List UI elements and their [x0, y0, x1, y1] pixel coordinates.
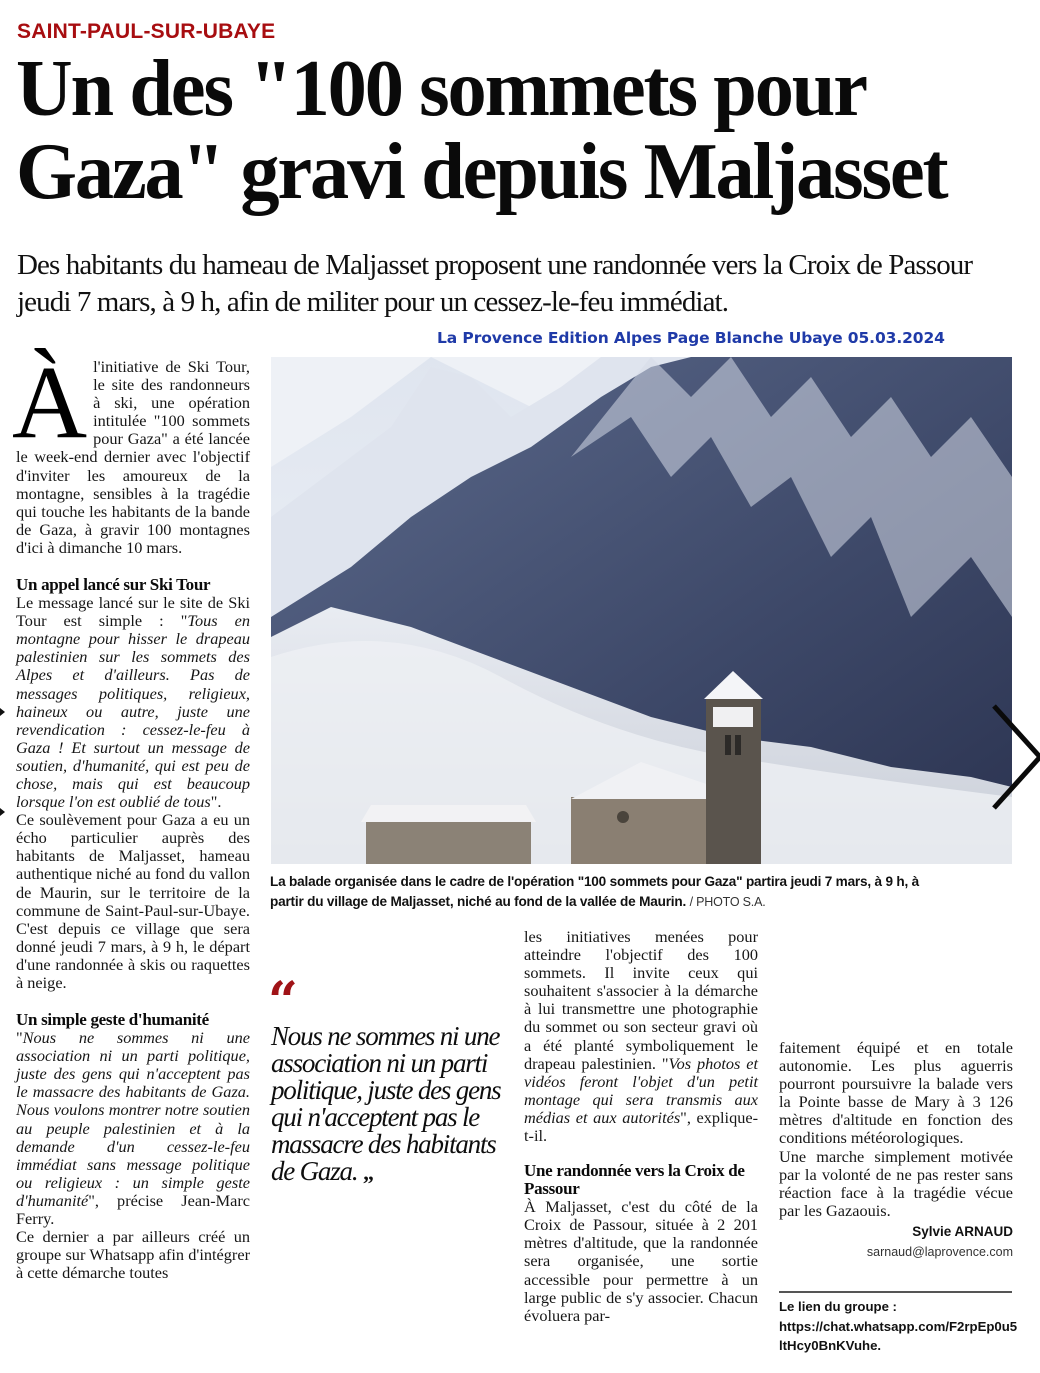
subhead-humanite: Un simple geste d'humanité: [16, 1010, 209, 1030]
small-triangle-marker-icon: [0, 808, 6, 816]
source-stamp: La Provence Edition Alpes Page Blanche Ubaye 05.03.2024: [437, 329, 945, 347]
paragraph: faitement équipé et en totale autonomie. Les plus aguerris pourront poursuivre la balade vers la Pointe basse de Mary à 3 126 mètres d'altitude en fonction des conditions météorologiques.: [779, 1038, 1013, 1148]
text-span: ", précise Jean-Marc Ferry.: [16, 1190, 250, 1229]
group-link-url[interactable]: https://chat.whatsapp.com/F2rpEp0u5ltHcy0BnKVuhe.: [779, 1318, 1018, 1353]
article-column-4: [779, 1039, 1013, 1261]
subhead-ski-tour: Un appel lancé sur Ski Tour: [16, 575, 211, 595]
chevron-right-icon: [992, 702, 1040, 812]
subhead-croix-passour: Une randonnée vers la Croix de Passour: [524, 1161, 745, 1199]
quote-span: Vos photos et vidéos feront l'objet d'un petit montage qui sera transmis aux médias et aux autorités: [524, 1053, 758, 1127]
mountain-village-image: [271, 357, 1012, 864]
paragraph: [16, 1029, 250, 1228]
author-email[interactable]: sarnaud@laprovence.com: [866, 1245, 1013, 1260]
dropcap: À: [12, 345, 88, 460]
next-page-button[interactable]: [992, 702, 1040, 812]
text-span: les initiatives menées pour atteindre l'objectif des 100 sommets. Il invite ceux qui souhaitent s'associer à la démarche à lui transmettre une photographie du sommet ou son secteur gravi où a été planté symboliquement le drapeau palestinien. ": [524, 927, 758, 1073]
article-photo: [271, 357, 1012, 864]
caption-text: La balade organisée dans le cadre de l'opération "100 sommets pour Gaza" partira jeudi 7 mars, à 9 h, à partir du village de Maljasset, niché au fond de la vallée de Maurin.: [270, 874, 920, 909]
quote-span: Nous ne sommes ni une association ni un parti politique, juste des gens qui n'acceptent pas le massacre des habitants de Gaza. Nous voulons montrer notre soutien au peuple palestinien et à la demande d'un cessez-le-feu immédiat sans message politique ou religieux : un simple geste d'humanité: [16, 1028, 250, 1210]
article-headline: Un des "100 sommets pour Gaza" gravi depuis Maljasset: [16, 45, 947, 216]
intro-paragraph: [12, 345, 250, 557]
quote-span: Tous en montagne pour hisser le drapeau palestinien sur les sommets des Alpes et d'ailleurs. Pas de messages politiques, religieux, haineux ou autre, juste une revendication : cessez-le-feu à Gaza ! Et surtout un message de soutien, d'humanité, qui est peu de chose, mais qui est beaucoup lorsque l'on est oublié de tous: [16, 611, 250, 812]
group-link-label: Le lien du groupe :: [779, 1299, 897, 1314]
article-standfirst: Des habitants du hameau de Maljasset proposent une randonnée vers la Croix de Passour jeudi 7 mars, à 9 h, afin de militer pour un cessez-le-feu immédiat.: [17, 249, 973, 318]
text-span: ": [16, 1028, 23, 1048]
photo-caption: [270, 872, 930, 912]
article-column-3: [524, 928, 758, 1325]
intro-text: l'initiative de Ski Tour, le site des randonneurs à ski, une opération intitulée "100 sommets pour Gaza" a été lancée le week-end dernier avec l'objectif d'inviter les amoureux de la montagne, sensibles à la tragédie qui touche les habitants de la bande de Gaza, à gravir 100 montagnes d'ici à dimanche 10 mars.: [16, 357, 250, 557]
article-column-1: [12, 345, 250, 1283]
paragraph: [524, 928, 758, 1145]
pull-quote: [271, 1023, 511, 1186]
paragraph: Ce soulèvement pour Gaza a eu un écho particulier auprès des habitants de Maljasset, hameau authentique niché au fond du vallon de Maurin, sur le territoire de la commune de Saint-Paul-sur-Ubaye. C'est depuis ce village que sera donné jeudi 7 mars, à 9 h, le départ d'une randonnée à skis ou raquettes à neige.: [16, 810, 250, 992]
text-span: ".: [210, 792, 222, 812]
paragraph: Une marche simplement motivée par la volonté de ne pas rester sans réaction face à la tragédie vécue par les Gazaouis.: [779, 1146, 1013, 1220]
text-span: Le message lancé sur le site de Ski Tour est simple : ": [16, 593, 250, 631]
divider: [779, 1291, 1012, 1293]
open-quote-icon: “: [268, 971, 298, 1032]
paragraph: Ce dernier a par ailleurs créé un groupe sur Whatsapp afin d'intégrer à cette démarche toutes: [16, 1227, 250, 1283]
small-triangle-marker-icon: [0, 708, 6, 716]
paragraph: [16, 594, 250, 811]
close-quote-icon: „: [362, 1160, 374, 1185]
author-byline: Sylvie ARNAUD: [912, 1223, 1013, 1239]
text-span: ", explique-t-il.: [524, 1107, 759, 1146]
photo-credit: / PHOTO S.A.: [689, 895, 766, 909]
pull-quote-text: Nous ne sommes ni une association ni un parti politique, juste des gens qui n'acceptent pas le massacre des habitants de Gaza.: [271, 1021, 501, 1186]
whatsapp-group-box: [779, 1297, 1019, 1356]
paragraph: À Maljasset, c'est du côté de la Croix de Passour, située à 2 201 mètres d'altitude, que la randonnée sera organisée, une sortie accessible pour permettre à un large public de s'y associer. Chacun évoluera par-: [524, 1197, 758, 1325]
article-kicker: SAINT-PAUL-SUR-UBAYE: [17, 20, 276, 43]
